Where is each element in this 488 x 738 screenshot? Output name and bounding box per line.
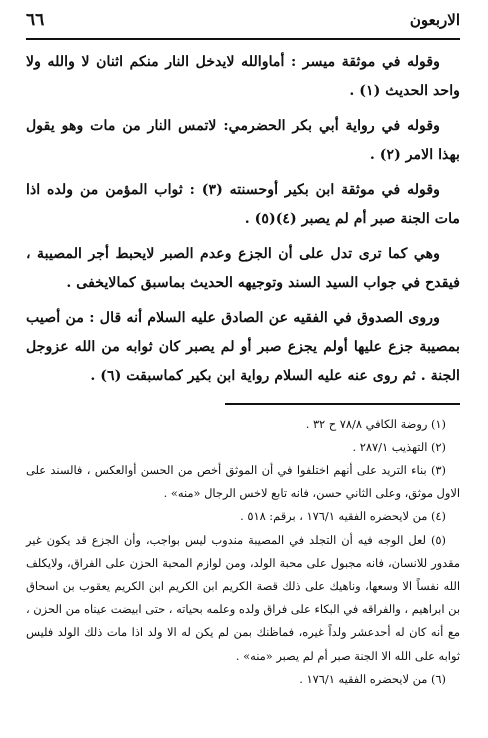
paragraph: وهي كما ترى تدل على أن الجزع وعدم الصبر لايحبط أجر المصيبة ، فيقدح في جواب السيد السند وتوجيهه الحديث بماسبق كمالايخفى . [26, 246, 460, 291]
footnote: (٢) التهذيب ٢٨٧/١ . [352, 439, 446, 454]
footnote-divider [225, 403, 460, 405]
book-title: الاربعون [409, 11, 460, 29]
header-divider [26, 38, 460, 40]
page-number: ٦٦ [26, 10, 45, 30]
paragraph: وقوله في موثقة ابن بكير أوحسنته (٣) : ثواب المؤمن من ولده اذا مات الجنة صبر أم لم يصبر (٤)(٥) . [26, 182, 460, 227]
page-header [26, 0, 460, 38]
footnote: (٦) من لايحضره الفقيه ١٧٦/١ . [299, 671, 446, 686]
paragraph: وروى الصدوق في الفقيه عن الصادق عليه السلام أنه قال : من أصيب بمصيبة جزع عليها أولم يجزع صبر أو لم يصبر كان ثوابه من الله عزوجل الجنة . ثم روى عنه عليه السلام رواية ابن بكير كماسبقت (٦) . [26, 310, 460, 384]
paragraph: وقوله في رواية أبي بكر الحضرمي: لاتمس النار من مات وهو يقول بهذا الامر (٢) . [26, 118, 460, 163]
footnote: (٥) لعل الوجه فيه أن التجلد في المصيبة مندوب ليس بواجب، وأن الجزع قد يكون غير مقدور للانسان، فانه مجبول على محبة الولد، ومن لوازم المحبة الحزن على الفراق، ولايكلف الله نفساً الا وسعها، وناهيك على ذلك قصة الكريم ابن الكريم ابن الكريم يعقوب بن اسحاق بن ابراهيم ، والفراقه في البكاء على فراق ولده وعلمه بحياته ، حتى ابيضت عيناه من الحزن ، مع أنه كان له أحدعشر ولداً غيره، فماظنك بمن لم يكن له الا ولد اذا مات ذلك الولد فليس ثوابه على الله الا الجنة صبر أم لم يصبر «منه» . [26, 532, 460, 663]
paragraph: وقوله في موثقة ميسر : أماوالله لايدخل النار منكم اثنان لا والله ولا واحد الحديث (١) . [26, 54, 460, 99]
footnote: (١) روضة الكافي ٧٨/٨ ح ٣٢ . [305, 416, 446, 431]
footnotes [26, 413, 460, 691]
main-text [26, 48, 460, 391]
footnote: (٣) بناء التريد على أنهم اختلفوا في أن الموثق أخص من الحسن أوالعكس ، فالسند على الاول موثق، وعلى الثاني حسن، فانه تابع لاخس الرجال «منه» . [26, 462, 460, 501]
footnote: (٤) من لايحضره الفقيه ١٧٦/١ ، برقم: ٥١٨ . [240, 509, 446, 524]
